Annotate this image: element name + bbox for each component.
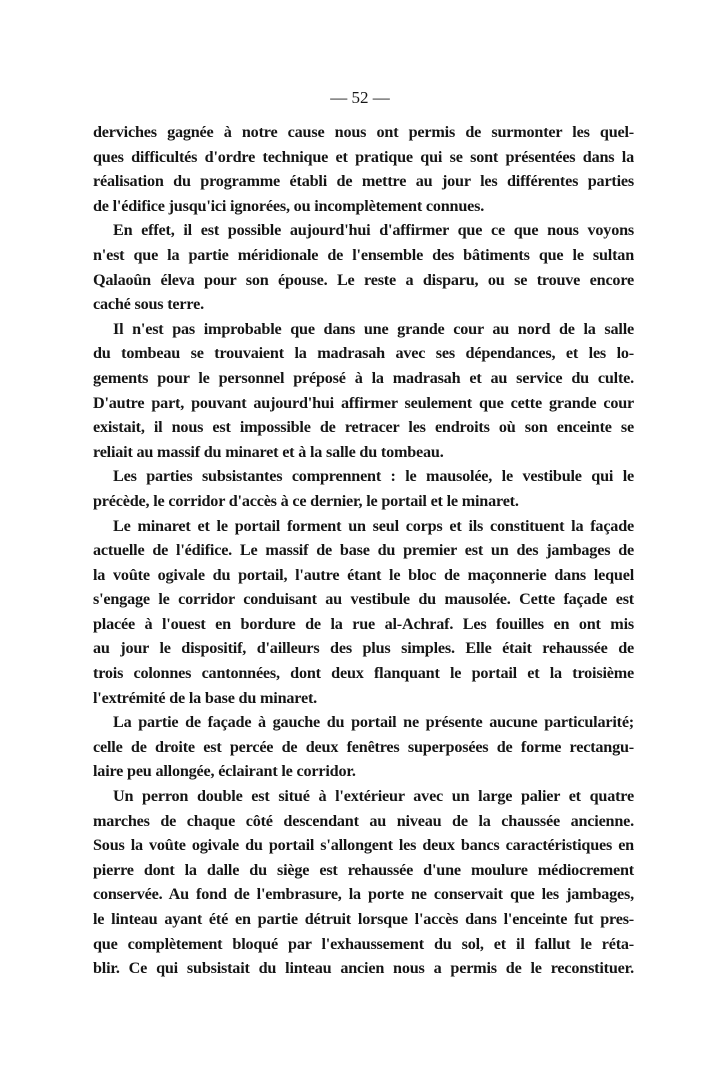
text-line: Il n'est pas improbable que dans une grande cour au nord de la salle — [113, 319, 634, 338]
text-line: Sous la voûte ogivale du portail s'allongent les deux bancs caractéristiques en — [93, 836, 634, 855]
text-line: n'est que la partie méridionale de l'ensemble des bâtiments que le sultan — [93, 245, 634, 264]
text-line: D'autre part, pouvant aujourd'hui affirmer seulement que cette grande cour — [93, 393, 634, 412]
text-line: marches de chaque côté descendant au niveau de la chaussée ancienne. — [93, 811, 634, 830]
text-line: conservée. Au fond de l'embrasure, la porte ne conservait que les jambages, — [93, 885, 634, 904]
text-line: Un perron double est situé à l'extérieur avec un large palier et quatre — [113, 787, 634, 806]
paragraph — [93, 710, 634, 784]
text-line: caché sous terre. — [93, 295, 204, 314]
text-line: pierre dont la dalle du siège est rehaussée d'une moulure médiocrement — [93, 860, 634, 879]
text-line: Les parties subsistantes comprennent : le mausolée, le vestibule qui le — [113, 467, 634, 486]
text-line: réalisation du programme établi de mettre au jour les différentes parties — [93, 172, 634, 191]
text-line: s'engage le corridor conduisant au vestibule du mausolée. Cette façade est — [93, 590, 634, 609]
text-line: précède, le corridor d'accès à ce dernier, le portail et le minaret. — [93, 491, 519, 510]
page-number: — 52 — — [330, 88, 390, 107]
text-line: que complètement bloqué par l'exhaussement du sol, et il fallut le réta- — [93, 934, 634, 953]
text-line: au jour le dispositif, d'ailleurs des plus simples. Elle était rehaussée de — [93, 639, 634, 658]
text-line: En effet, il est possible aujourd'hui d'affirmer que ce que nous voyons — [113, 221, 634, 240]
text-line: Le minaret et le portail forment un seul corps et ils constituent la façade — [113, 516, 634, 535]
text-line: la voûte ogivale du portail, l'autre étant le bloc de maçonnerie dans lequel — [93, 565, 634, 584]
text-line: ques difficultés d'ordre technique et pratique qui se sont présentées dans la — [93, 147, 634, 166]
text-line: de l'édifice jusqu'ici ignorées, ou incomplètement connues. — [93, 196, 485, 215]
paragraph — [93, 120, 634, 218]
text-line: laire peu allongée, éclairant le corridor. — [93, 762, 356, 781]
text-line: trois colonnes cantonnées, dont deux flanquant le portail et la troisième — [93, 664, 634, 683]
text-line: existait, il nous est impossible de retracer les endroits où son enceinte se — [93, 418, 634, 437]
text-line: celle de droite est percée de deux fenêtres superposées de forme rectangu- — [93, 737, 634, 756]
text-line: l'extrémité de la base du minaret. — [93, 688, 317, 707]
text-line: derviches gagnée à notre cause nous ont permis de surmonter les quel- — [93, 123, 634, 141]
body-text — [93, 120, 634, 981]
paragraph — [93, 317, 634, 465]
text-line: du tombeau se trouvaient la madrasah avec ses dépendances, et les lo- — [93, 344, 634, 363]
paragraph — [93, 218, 634, 316]
text-line: gements pour le personnel préposé à la madrasah et au service du culte. — [93, 368, 634, 387]
text-line: blir. Ce qui subsistait du linteau ancien nous a permis de le reconstituer. — [93, 959, 634, 978]
text-line: La partie de façade à gauche du portail ne présente aucune particularité; — [113, 713, 634, 732]
text-line: le linteau ayant été en partie détruit lorsque l'accès dans l'enceinte fut pres- — [93, 910, 634, 928]
text-line: Qalaoûn éleva pour son épouse. Le reste a disparu, ou se trouve encore — [93, 270, 634, 289]
text-line: reliait au massif du minaret et à la salle du tombeau. — [93, 442, 444, 461]
paragraph — [93, 784, 634, 981]
paragraph — [93, 514, 634, 711]
text-line: actuelle de l'édifice. Le massif de base du premier est un des jambages de — [93, 541, 634, 560]
text-line: placée à l'ouest en bordure de la rue al-Achraf. Les fouilles en ont mis — [93, 614, 634, 633]
paragraph — [93, 464, 634, 513]
